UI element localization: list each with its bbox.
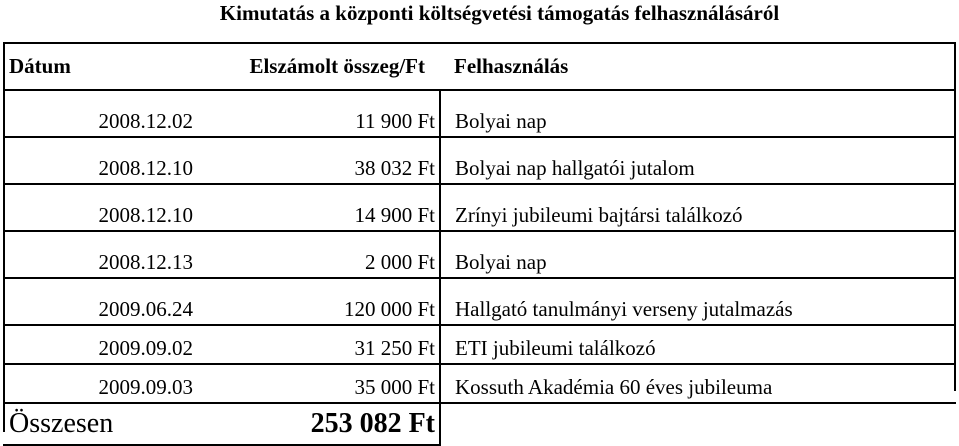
table-row: [3, 325, 956, 364]
cell-use: ETI jubileumi találkozó: [440, 325, 956, 364]
cell-use: Hallgató tanulmányi verseny jutalmazás: [440, 278, 956, 325]
table-row: [3, 137, 956, 184]
cell-date: 2008.12.10: [3, 184, 195, 231]
cell-date: 2009.09.03: [3, 364, 195, 403]
table-row: [3, 364, 956, 403]
cell-use: Bolyai nap: [440, 90, 956, 137]
header-use: Felhasználás: [440, 43, 956, 90]
header-amount: Elszámolt összeg/Ft: [195, 43, 440, 90]
cell-amount: 11 900 Ft: [195, 90, 440, 137]
cell-amount: 2 000 Ft: [195, 231, 440, 278]
cell-amount: 31 250 Ft: [195, 325, 440, 364]
table-row: [3, 278, 956, 325]
cell-date: 2008.12.10: [3, 137, 195, 184]
cell-use: Kossuth Akadémia 60 éves jubileuma: [440, 364, 956, 403]
cell-date: 2008.12.02: [3, 90, 195, 137]
total-label: Összesen: [3, 403, 195, 445]
cell-use: Zrínyi jubileumi bajtársi találkozó: [440, 184, 956, 231]
table-row: [3, 90, 956, 137]
cell-date: 2009.06.24: [3, 278, 195, 325]
total-row: [3, 403, 956, 445]
table-right-border: [954, 42, 956, 391]
table-row: [3, 184, 956, 231]
cell-use: Bolyai nap hallgatói jutalom: [440, 137, 956, 184]
cell-use: Bolyai nap: [440, 231, 956, 278]
header-date: Dátum: [3, 43, 195, 90]
cell-amount: 35 000 Ft: [195, 364, 440, 403]
cell-amount: 120 000 Ft: [195, 278, 440, 325]
table-header-row: [3, 43, 956, 90]
page-title: Kimutatás a központi költségvetési támogatás felhasználásáról: [219, 1, 780, 25]
total-amount: 253 082 Ft: [195, 403, 440, 445]
total-empty-cell: [440, 403, 956, 445]
cell-date: 2008.12.13: [3, 231, 195, 278]
budget-table: [3, 42, 956, 446]
cell-amount: 38 032 Ft: [195, 137, 440, 184]
cell-date: 2009.09.02: [3, 325, 195, 364]
cell-amount: 14 900 Ft: [195, 184, 440, 231]
table-left-border: [3, 42, 5, 432]
table-row: [3, 231, 956, 278]
